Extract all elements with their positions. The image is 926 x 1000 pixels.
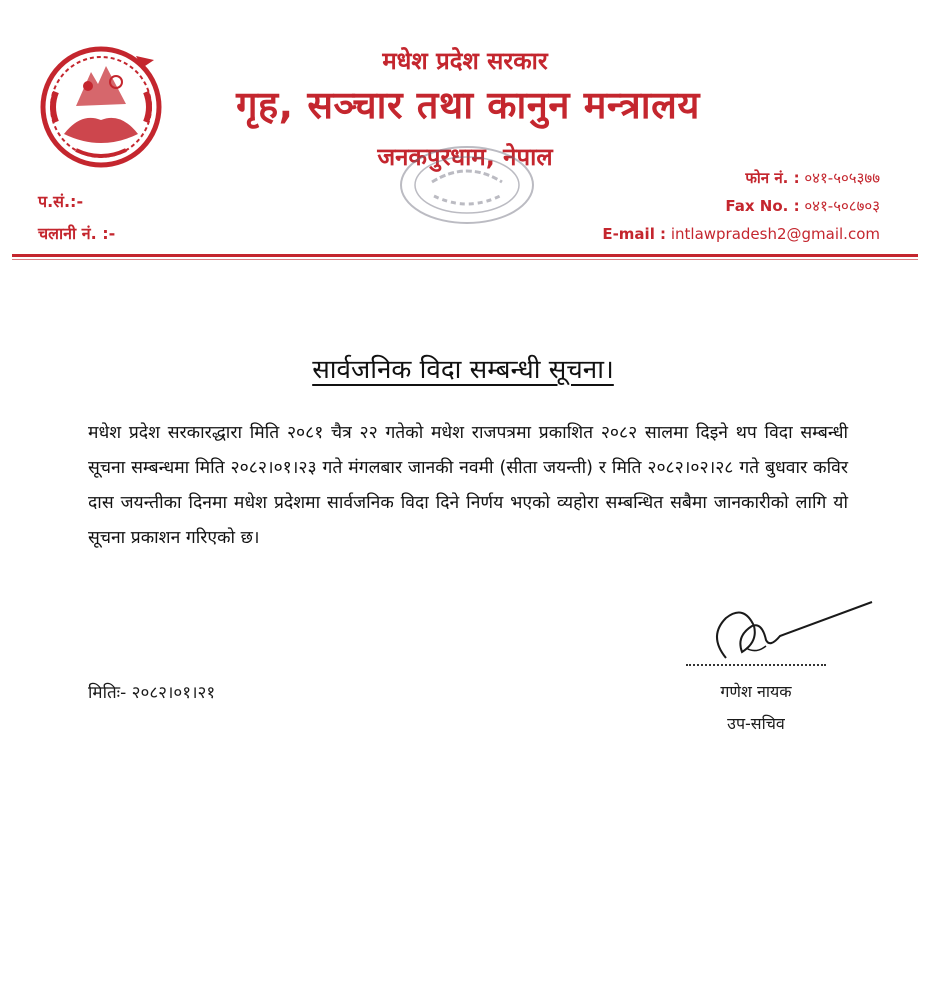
- dispatch-number: चलानी नं. :-: [38, 224, 116, 243]
- email-value: intlawpradesh2@gmail.com: [670, 225, 880, 243]
- government-name: मधेश प्रदेश सरकार: [382, 47, 548, 75]
- notice-title: [0, 350, 926, 386]
- office-location: जनकपुरधाम, नेपाल: [377, 143, 553, 171]
- contact-block: [602, 164, 880, 248]
- office-seal-stamp-icon: [392, 140, 542, 230]
- letterhead-divider-thin: [12, 259, 918, 260]
- letterhead-divider: [12, 254, 918, 257]
- fax-label: Fax No. :: [725, 197, 800, 215]
- signatory-name: गणेश नायक: [720, 682, 792, 701]
- notice-date: मितिः- २०८२।०१।२१: [88, 683, 216, 703]
- phone-value: ०४१-५०५३७७: [804, 169, 880, 187]
- email-line: [602, 220, 880, 248]
- phone-line: [602, 164, 880, 192]
- fax-value: ०४१-५०८७०३: [804, 197, 880, 215]
- fax-line: [602, 192, 880, 220]
- ministry-name: गृह, सञ्चार तथा कानुन मन्त्रालय: [236, 83, 700, 127]
- signatory-designation: उप-सचिव: [727, 714, 785, 733]
- notice-body: मधेश प्रदेश सरकारद्धारा मिति २०८१ चैत्र २२ गतेको मधेश राजपत्रमा प्रकाशित २०८२ सालमा दिइने थप विदा सम्बन्धी सूचना सम्बन्धमा मिति २०८२।०१।२३ गते मंगलबार जानकी नवमी (सीता जयन्ती) र मिति २०८२।०२।२८ गते बुधवार कविर दास जयन्तीका दिनमा मधेश प्रदेशमा सार्वजनिक विदा दिने निर्णय भएको व्यहोरा सम्बन्धित सबैमा जानकारीको लागि यो सूचना प्रकाशन गरिएको छ।: [88, 423, 848, 548]
- email-label: E-mail :: [602, 225, 667, 243]
- government-emblem-icon: [36, 42, 166, 172]
- phone-label: फोन नं. :: [745, 169, 800, 187]
- notice-title-text: सार्वजनिक विदा सम्बन्धी सूचना।: [312, 355, 614, 385]
- signature-line: [686, 664, 826, 666]
- reference-number: प.सं.:-: [38, 192, 84, 211]
